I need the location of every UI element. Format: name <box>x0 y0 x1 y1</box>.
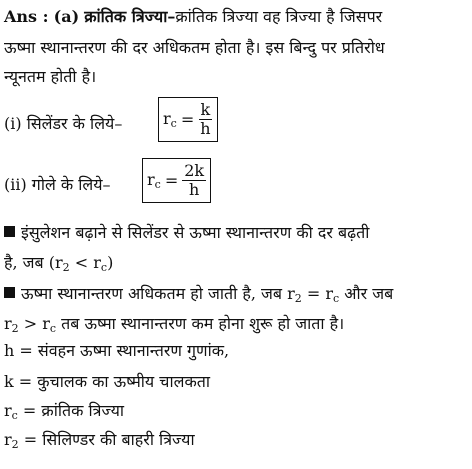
point-2-line-2: $r_2 > r_c$ तब ऊष्मा स्थानान्तरण कम होना शुरू हो जाता है। <box>4 314 345 335</box>
definition-k: k = कुचालक का ऊष्मीय चालकता <box>4 372 211 391</box>
definition-r2: $r_2$ = सिलिण्डर की बाहरी त्रिज्या <box>4 430 195 451</box>
formula-sphere <box>142 158 211 203</box>
point-2-line-1: ऊष्मा स्थानान्तरण अधिकतम हो जाती है, जब $r_2 = r_c$ और जब <box>4 283 393 310</box>
item-cylinder-label: (i) सिलेंडर के लिये– <box>4 114 123 133</box>
formula-cylinder-numerator: k <box>200 100 211 119</box>
ans-label: Ans : <box>4 7 49 26</box>
item-sphere-label: (ii) गोले के लिये– <box>4 175 111 194</box>
answer-heading-line <box>4 6 382 28</box>
point-1-line-1: इंसुलेशन बढ़ाने से सिलेंडर से ऊष्मा स्थानान्तरण की दर बढ़ती <box>4 222 369 244</box>
formula-sphere-lhs: $r_c$ <box>147 170 161 191</box>
intro-line-1: क्रांतिक त्रिज्या वह त्रिज्या है जिसपर <box>175 7 383 26</box>
part-label: (a) <box>53 7 80 26</box>
formula-sphere-denominator: h <box>189 180 200 199</box>
square-bullet-icon <box>4 226 15 237</box>
formula-sphere-numerator: 2k <box>184 161 205 180</box>
definition-h: h = संवहन ऊष्मा स्थानान्तरण गुणांक, <box>4 341 230 360</box>
heading: क्रांतिक त्रिज्या– <box>84 7 176 26</box>
formula-sphere-fraction <box>182 162 206 199</box>
formula-cylinder-fraction <box>198 101 212 138</box>
formula-cylinder <box>158 97 218 142</box>
point-1-line-2: है, जब $(r_2 < r_c)$ <box>4 253 114 274</box>
definition-rc: $r_c$ = क्रांतिक त्रिज्या <box>4 401 125 422</box>
formula-cylinder-lhs: $r_c$ <box>163 109 177 130</box>
intro-line-2: ऊष्मा स्थानान्तरण की दर अधिकतम होता है। इस बिन्दु पर प्रतिरोध <box>4 38 385 57</box>
intro-line-3: न्यूनतम होती है। <box>4 67 97 86</box>
formula-cylinder-eq: = <box>180 110 195 129</box>
formula-sphere-eq: = <box>164 171 179 190</box>
formula-cylinder-denominator: h <box>200 119 211 138</box>
square-bullet-icon <box>4 287 15 298</box>
